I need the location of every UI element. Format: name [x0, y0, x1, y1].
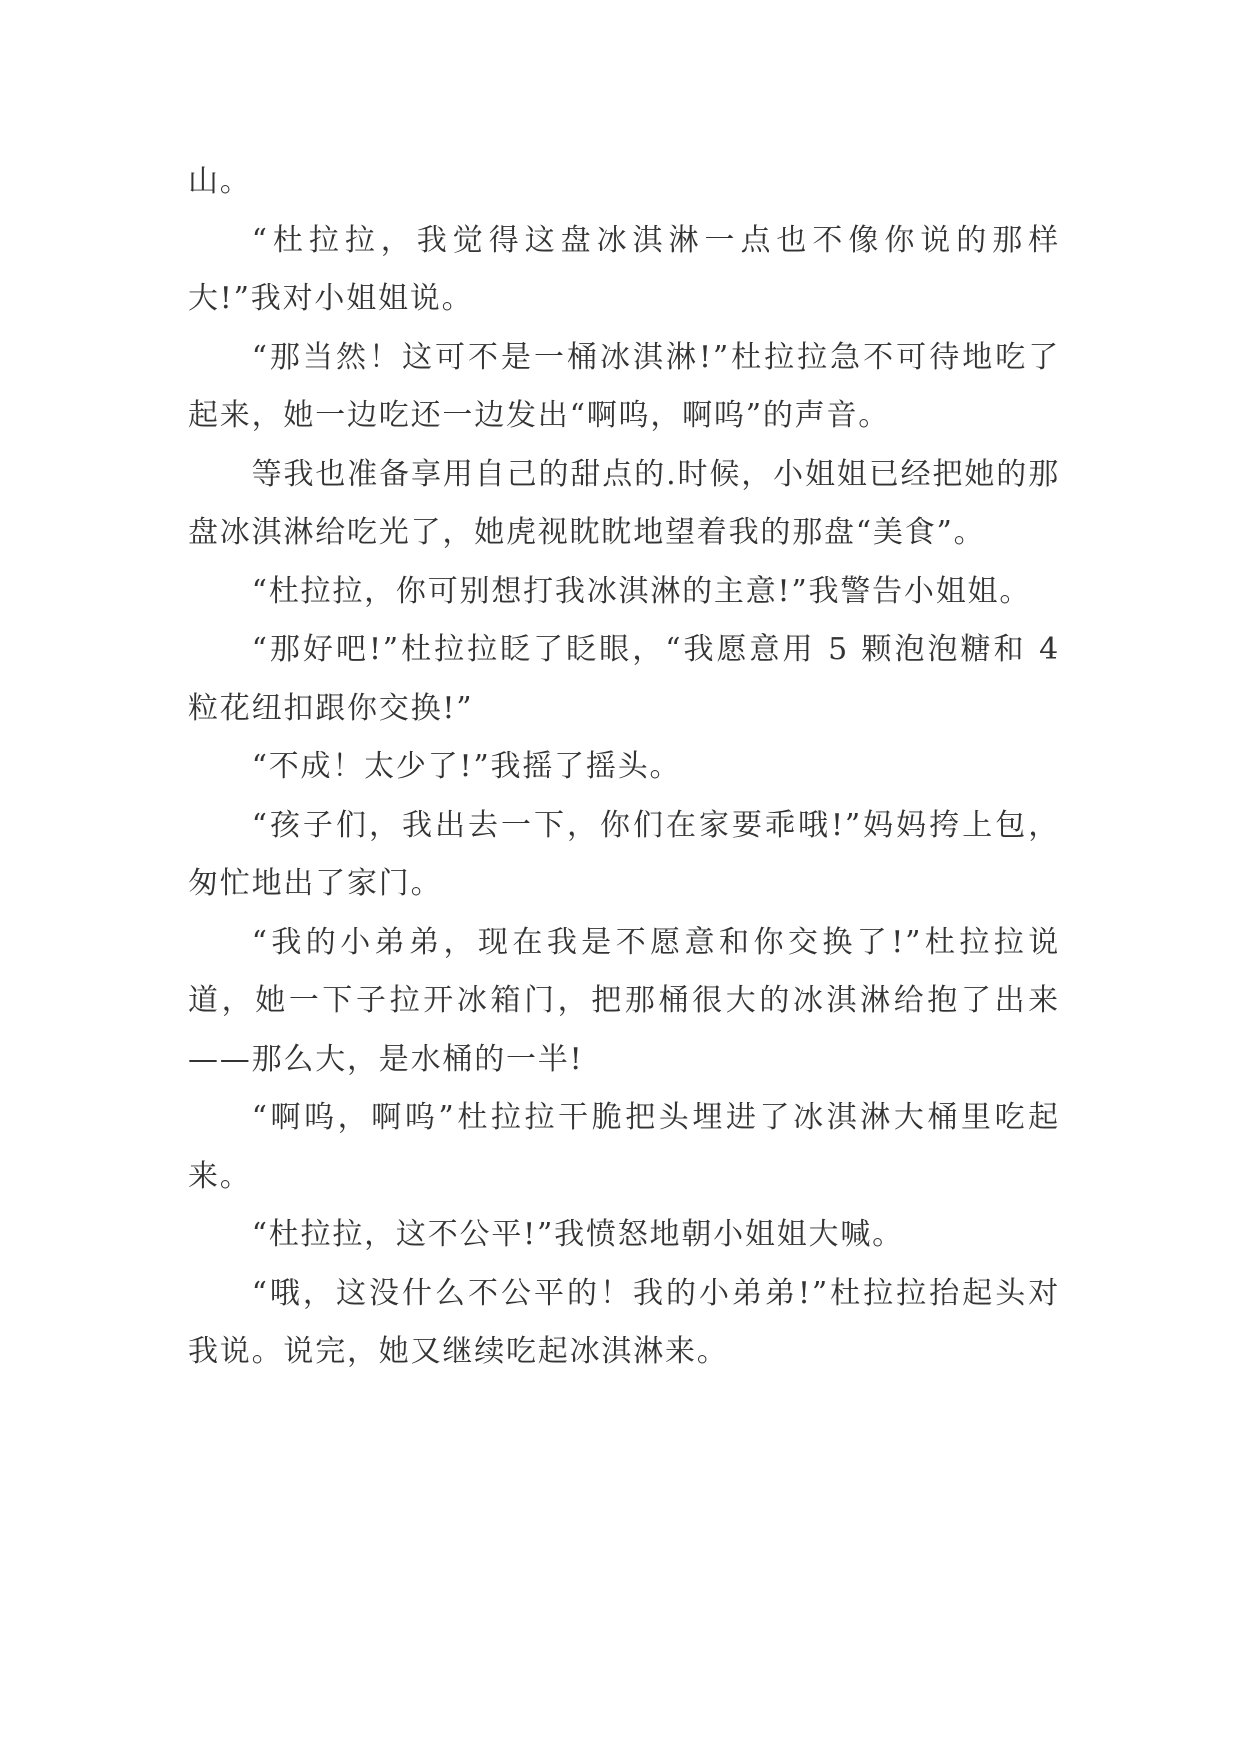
paragraph: “杜拉拉，你可别想打我冰淇淋的主意!”我警告小姐姐。 — [251, 573, 1032, 609]
document-body — [188, 153, 1060, 1382]
paragraph: “我的小弟弟，现在我是不愿意和你交换了!”杜拉拉说道，她一下子拉开冰箱门，把那桶很大的冰淇淋给抱了出来——那么大，是水桶的一半! — [188, 924, 1060, 1077]
paragraph: “那好吧!”杜拉拉眨了眨眼，“我愿意用 5 颗泡泡糖和 4 粒花纽扣跟你交换!” — [188, 632, 1060, 726]
paragraph: “那当然！这可不是一桶冰淇淋!”杜拉拉急不可待地吃了起来，她一边吃还一边发出“啊呜，啊呜”的声音。 — [188, 339, 1060, 433]
paragraph: “杜拉拉，我觉得这盘冰淇淋一点也不像你说的那样大!”我对小姐姐说。 — [188, 222, 1060, 316]
paragraph: “啊呜，啊呜”杜拉拉干脆把头埋进了冰淇淋大桶里吃起来。 — [188, 1100, 1060, 1194]
paragraph: 等我也准备享用自己的甜点的.时候，小姐姐已经把她的那盘冰淇淋给吃光了，她虎视眈眈地望着我的那盘“美食”。 — [188, 456, 1060, 550]
paragraph: “哦，这没什么不公平的！我的小弟弟!”杜拉拉抬起头对我说。说完，她又继续吃起冰淇淋来。 — [188, 1275, 1060, 1369]
paragraph: “孩子们，我出去一下，你们在家要乖哦!”妈妈挎上包，匆忙地出了家门。 — [188, 807, 1060, 901]
paragraph: “不成！太少了!”我摇了摇头。 — [251, 749, 682, 784]
paragraph: 山。 — [188, 164, 252, 199]
paragraph: “杜拉拉，这不公平!”我愤怒地朝小姐姐大喊。 — [251, 1217, 904, 1252]
